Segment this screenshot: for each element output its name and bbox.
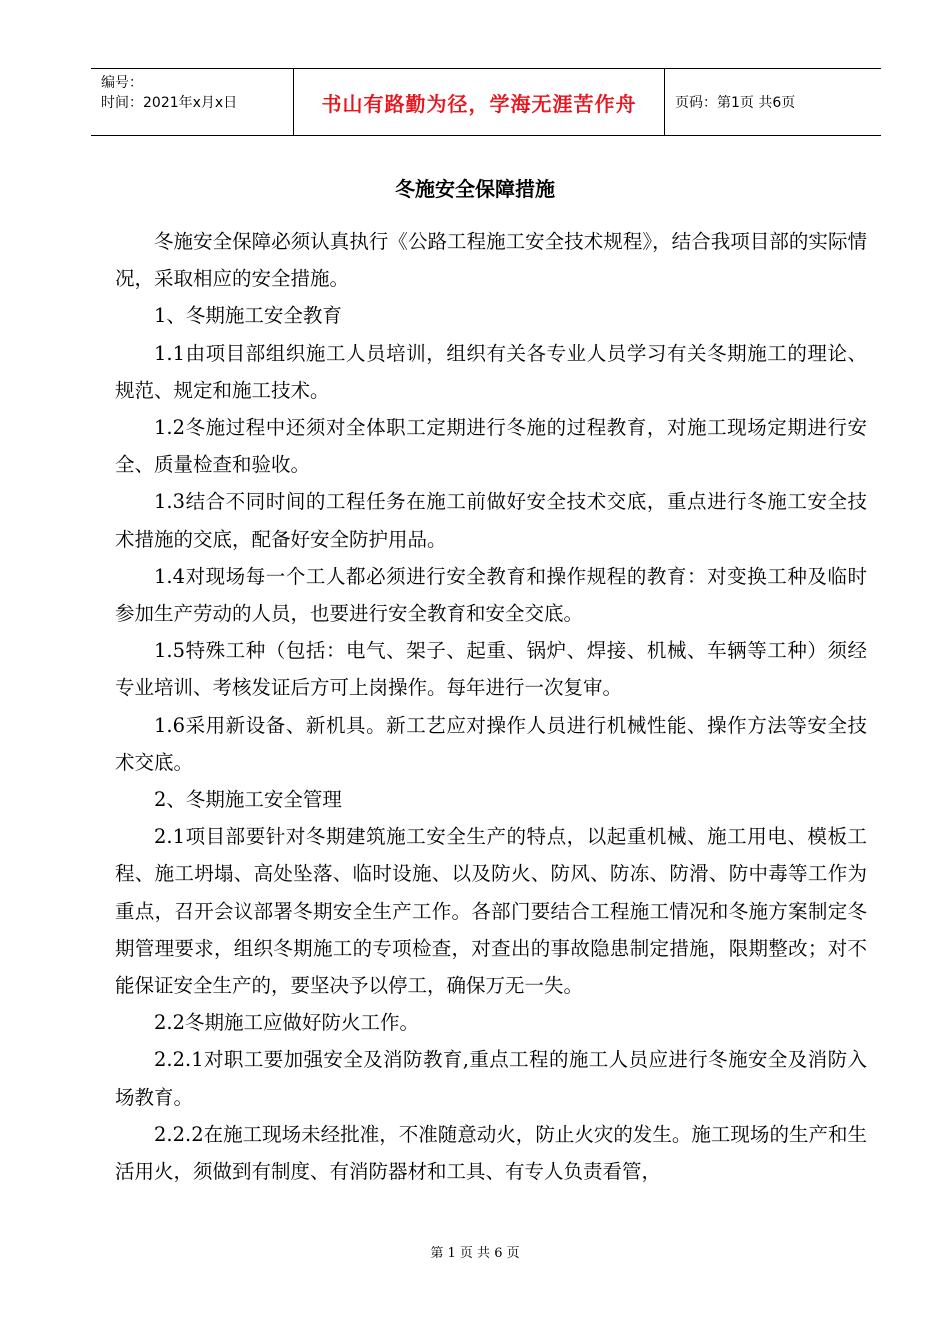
paragraph: 1.6采用新设备、新机具。新工艺应对操作人员进行机械性能、操作方法等安全技术交底。 [115,713,867,774]
paragraph: 1.1由项目部组织施工人员培训，组织有关各专业人员学习有关冬期施工的理论、规范、规定和施工技术。 [115,341,867,402]
paragraph: 冬施安全保障必须认真执行《公路工程施工安全技术规程》，结合我项目部的实际情况，采取相应的安全措施。 [115,230,867,291]
header-number-label: 编号： [101,75,143,91]
paragraph: 1.3结合不同时间的工程任务在施工前做好安全技术交底，重点进行冬施工安全技术措施的交底，配备好安全防护用品。 [115,490,867,551]
document-header [91,68,881,136]
paragraph: 2.2.1对职工要加强安全及消防教育,重点工程的施工人员应进行冬施安全及消防入场教育。 [115,1048,867,1109]
header-motto: 书山有路勤为径，学海无涯苦作舟 [294,69,665,135]
header-meta [91,69,294,135]
paragraph: 2.2冬期施工应做好防火工作。 [154,1011,420,1035]
paragraph: 2.1项目部要针对冬期建筑施工安全生产的特点，以起重机械、施工用电、模板工程、施工坍塌、高处坠落、临时设施、以及防火、防风、防冻、防滑、防中毒等工作为重点，召开会议部署冬期安全生产工作。各部门要结合工程施工情况和冬施方案制定冬期管理要求，组织冬期施工的专项检查，对查出的事故隐患制定措施，限期整改；对不能保证安全生产的，要坚决予以停工，确保万无一失。 [115,825,867,998]
paragraph: 1.5特殊工种（包括：电气、架子、起重、锅炉、焊接、机械、车辆等工种）须经专业培训、考核发证后方可上岗操作。每年进行一次复审。 [115,639,867,700]
paragraph: 1.4对现场每一个工人都必须进行安全教育和操作规程的教育：对变换工种及临时参加生产劳动的人员，也要进行安全教育和安全交底。 [115,564,867,626]
document-title: 冬施安全保障措施 [395,177,555,201]
page-footer: 第 1 页 共 6 页 [430,1246,520,1261]
section-heading: 2、冬期施工安全管理 [154,788,342,812]
paragraph: 1.2冬施过程中还须对全体职工定期进行冬施的过程教育，对施工现场定期进行安全、质量检查和验收。 [115,416,867,477]
header-page-info: 页码：第1页 共6页 [675,95,796,111]
document-body [115,223,867,1190]
header-time-label: 时间：2021年x月x日 [101,95,238,111]
paragraph: 2.2.2在施工现场未经批准，不准随意动火，防止火灾的发生。施工现场的生产和生活用火，须做到有制度、有消防器材和工具、有专人负责看管， [115,1122,867,1184]
section-heading: 1、冬期施工安全教育 [154,304,342,328]
